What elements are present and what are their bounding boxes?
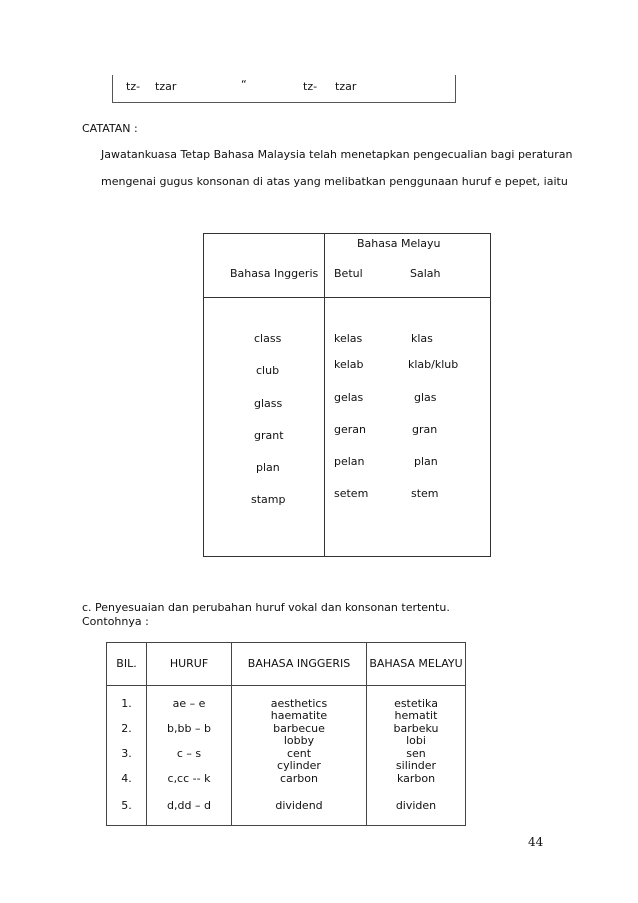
english-word: class <box>254 332 282 345</box>
salah-word: klab/klub <box>408 358 459 371</box>
english-word: stamp <box>251 493 286 506</box>
betul-word: kelas <box>334 332 363 345</box>
section-c-subtitle: Contohnya : <box>82 615 149 628</box>
inggeris-word: barbecue <box>273 722 325 735</box>
betul-word: setem <box>334 487 369 500</box>
vowel-consonant-table <box>106 642 466 826</box>
col-header-bahasa-melayu: BAHASA MELAYU <box>369 657 463 670</box>
col-header-bil: BIL. <box>116 657 137 670</box>
huruf-rule: c – s <box>176 747 202 760</box>
top-cell-4: tz- <box>303 80 318 93</box>
huruf-rule: c,cc -- k <box>167 772 211 785</box>
huruf-rule: b,bb – b <box>167 722 211 735</box>
melayu-word: hematit <box>394 709 438 722</box>
header-betul: Betul <box>334 267 363 280</box>
inggeris-word: cent <box>286 747 312 760</box>
bil-number: 5. <box>121 799 132 812</box>
header-bahasa-inggeris: Bahasa Inggeris <box>230 267 319 280</box>
catatan-heading: CATATAN : <box>82 122 138 135</box>
col-header-huruf: HURUF <box>169 657 209 670</box>
huruf-rule: ae – e <box>172 697 206 710</box>
salah-word: glas <box>414 391 437 404</box>
english-word: club <box>256 364 280 377</box>
catatan-line-2: mengenai gugus konsonan di atas yang melibatkan penggunaan huruf e pepet, iaitu <box>101 175 568 188</box>
col-header-bahasa-inggeris: BAHASA INGGERIS <box>247 657 351 670</box>
top-cell-3: “ <box>241 78 247 91</box>
top-cell-1: tz- <box>126 80 141 93</box>
inggeris-word: aesthetics <box>270 697 328 710</box>
inggeris-word: cylinder <box>277 759 321 772</box>
melayu-word: karbon <box>396 772 436 785</box>
salah-word: gran <box>412 423 438 436</box>
english-word: grant <box>254 429 284 442</box>
betul-word: kelab <box>334 358 364 371</box>
betul-word: gelas <box>334 391 364 404</box>
inggeris-word: lobby <box>283 734 315 747</box>
melayu-word: barbeku <box>393 722 439 735</box>
melayu-word: dividen <box>395 799 437 812</box>
huruf-rule: d,dd – d <box>167 799 211 812</box>
catatan-line-1: Jawatankuasa Tetap Bahasa Malaysia telah menetapkan pengecualian bagi peraturan <box>101 148 573 161</box>
bil-number: 3. <box>121 747 132 760</box>
page-number: 44 <box>528 835 544 849</box>
salah-word: stem <box>411 487 439 500</box>
section-c-title: c. Penyesuaian dan perubahan huruf vokal dan konsonan tertentu. <box>82 601 450 614</box>
header-bahasa-melayu: Bahasa Melayu <box>357 237 441 250</box>
bil-number: 2. <box>121 722 132 735</box>
header-salah: Salah <box>410 267 441 280</box>
melayu-word: silinder <box>395 759 437 772</box>
top-cell-5: tzar <box>335 80 357 93</box>
top-cell-2: tzar <box>155 80 177 93</box>
melayu-word: sen <box>406 747 426 760</box>
melayu-word: estetika <box>394 697 438 710</box>
inggeris-word: haematite <box>270 709 328 722</box>
salah-word: klas <box>411 332 433 345</box>
english-word: glass <box>254 397 283 410</box>
english-word: plan <box>256 461 280 474</box>
betul-word: geran <box>334 423 366 436</box>
bil-number: 4. <box>121 772 132 785</box>
betul-word: pelan <box>334 455 365 468</box>
inggeris-word: carbon <box>280 772 318 785</box>
bil-number: 1. <box>121 697 132 710</box>
inggeris-word: dividend <box>275 799 323 812</box>
melayu-word: lobi <box>406 734 426 747</box>
salah-word: plan <box>414 455 438 468</box>
